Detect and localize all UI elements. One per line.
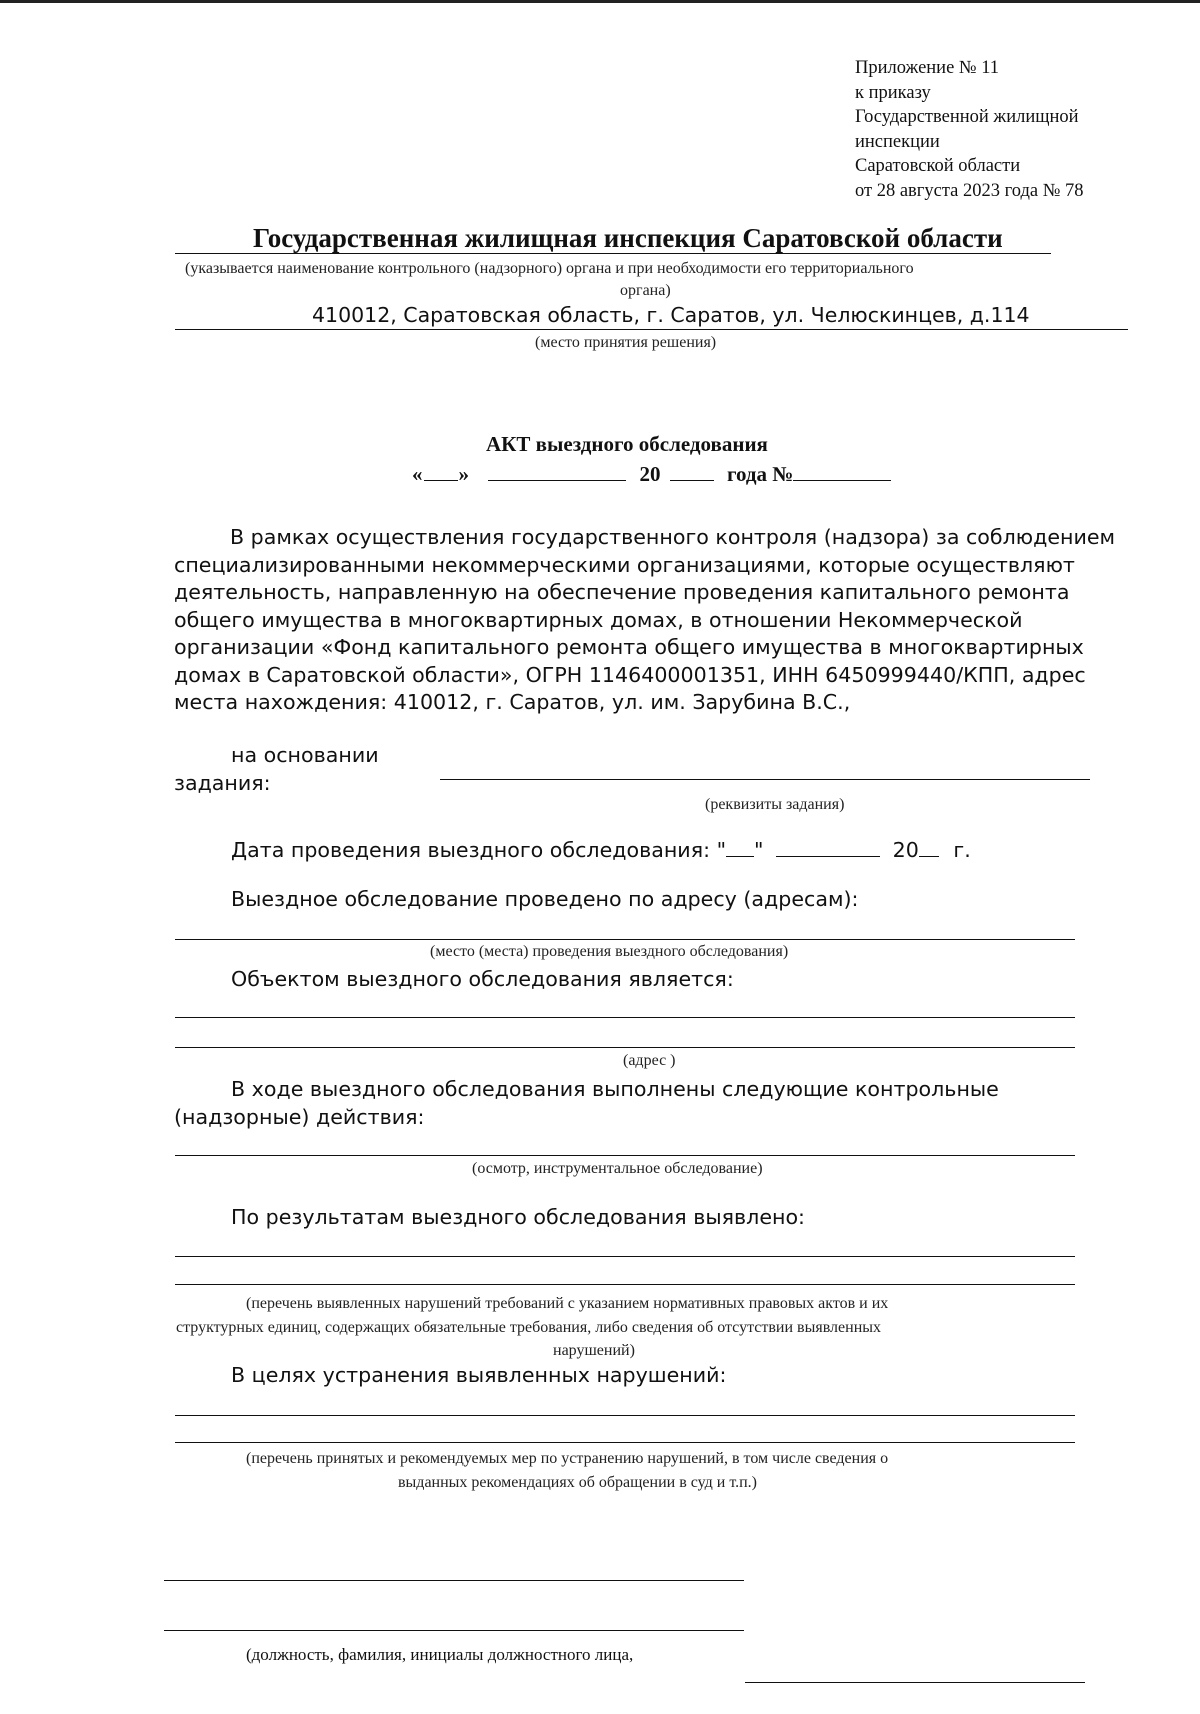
remedy-note-2: выданных рекомендациях об обращении в суд и т.п.): [398, 1474, 758, 1491]
organization-note-1: (указывается наименование контрольного (надзорного) органа и при необходимости его территориального: [185, 260, 914, 277]
appendix-note: Приложение № 11 к приказу Государственной жилищной инспекции Саратовской области от 28 августа 2023 года № 78: [855, 58, 1084, 201]
intro-line: домах в Саратовской области», ОГРН 1146400001351, ИНН 6450999440/КПП, адрес: [174, 662, 1086, 687]
top-border: [0, 0, 1200, 3]
decision-place: 410012, Саратовская область, г. Саратов, ул. Челюскинцев, д.114: [312, 303, 1030, 327]
basis-label-2: задания:: [174, 771, 271, 795]
results-note-1: (перечень выявленных нарушений требований с указанием нормативных правовых актов и их: [246, 1295, 889, 1312]
act-title: АКТ выездного обследования: [486, 432, 768, 456]
intro-line: места нахождения: 410012, г. Саратов, ул. им. Зарубина В.С.,: [174, 690, 851, 714]
results-note-2: структурных единиц, содержащих обязательные требования, либо сведения об отсутствии выявленных: [176, 1319, 881, 1336]
intro-line: организации «Фонд капитального ремонта общего имущества в многоквартирных: [174, 635, 1084, 659]
address-underline: [175, 329, 1128, 330]
results-field-1[interactable]: [175, 1256, 1075, 1257]
inspection-address-note: (место (места) проведения выездного обследования): [430, 943, 789, 960]
results-note-3: нарушений): [553, 1342, 635, 1359]
object-note: (адрес ): [623, 1052, 676, 1069]
object-field-1[interactable]: [175, 1017, 1075, 1018]
signature-field-2[interactable]: [164, 1630, 744, 1631]
remedy-field-1[interactable]: [175, 1415, 1075, 1416]
object-field-2[interactable]: [175, 1047, 1075, 1048]
remedy-label: В целях устранения выявленных нарушений:: [231, 1363, 727, 1387]
basis-field[interactable]: [440, 779, 1090, 780]
signature-note: (должность, фамилия, инициалы должностного лица,: [246, 1645, 634, 1664]
organization-note-2: органа): [620, 282, 671, 299]
intro-line: В рамках осуществления государственного контроля (надзора) за соблюдением: [230, 525, 1116, 549]
results-label: По результатам выездного обследования выявлено:: [231, 1205, 806, 1229]
act-date-line: « » 20 года №: [412, 462, 891, 487]
basis-note: (реквизиты задания): [705, 796, 845, 813]
inspection-date: Дата проведения выездного обследования: " " 20 г.: [231, 838, 971, 862]
intro-line: деятельность, направленную на обеспечение проведения капитального ремонта: [174, 580, 1070, 604]
inspection-address-label: Выездное обследование проведено по адресу (адресам):: [231, 887, 859, 911]
organization-name: Государственная жилищная инспекция Саратовской области: [253, 223, 1003, 253]
actions-label-1: В ходе выездного обследования выполнены следующие контрольные: [231, 1077, 999, 1101]
object-label: Объектом выездного обследования является:: [231, 967, 734, 991]
intro-line: специализированными некоммерческими организациями, которые осуществляют: [174, 552, 1075, 577]
intro-line: общего имущества в многоквартирных домах, в отношении Некоммерческой: [174, 607, 1023, 632]
remedy-field-2[interactable]: [175, 1442, 1075, 1443]
remedy-note-1: (перечень принятых и рекомендуемых мер по устранению нарушений, в том числе сведения о: [246, 1450, 889, 1467]
actions-note: (осмотр, инструментальное обследование): [472, 1160, 763, 1177]
results-field-2[interactable]: [175, 1284, 1075, 1285]
basis-label-1: на основании: [231, 743, 379, 767]
actions-label-2: (надзорные) действия:: [174, 1105, 425, 1129]
act-intro-paragraph: [174, 524, 1116, 717]
actions-field[interactable]: [175, 1155, 1075, 1156]
signature-field-1[interactable]: [164, 1580, 744, 1581]
signature-field-3[interactable]: [745, 1682, 1085, 1683]
decision-place-note: (место принятия решения): [535, 334, 717, 351]
inspection-address-field[interactable]: [175, 939, 1075, 940]
